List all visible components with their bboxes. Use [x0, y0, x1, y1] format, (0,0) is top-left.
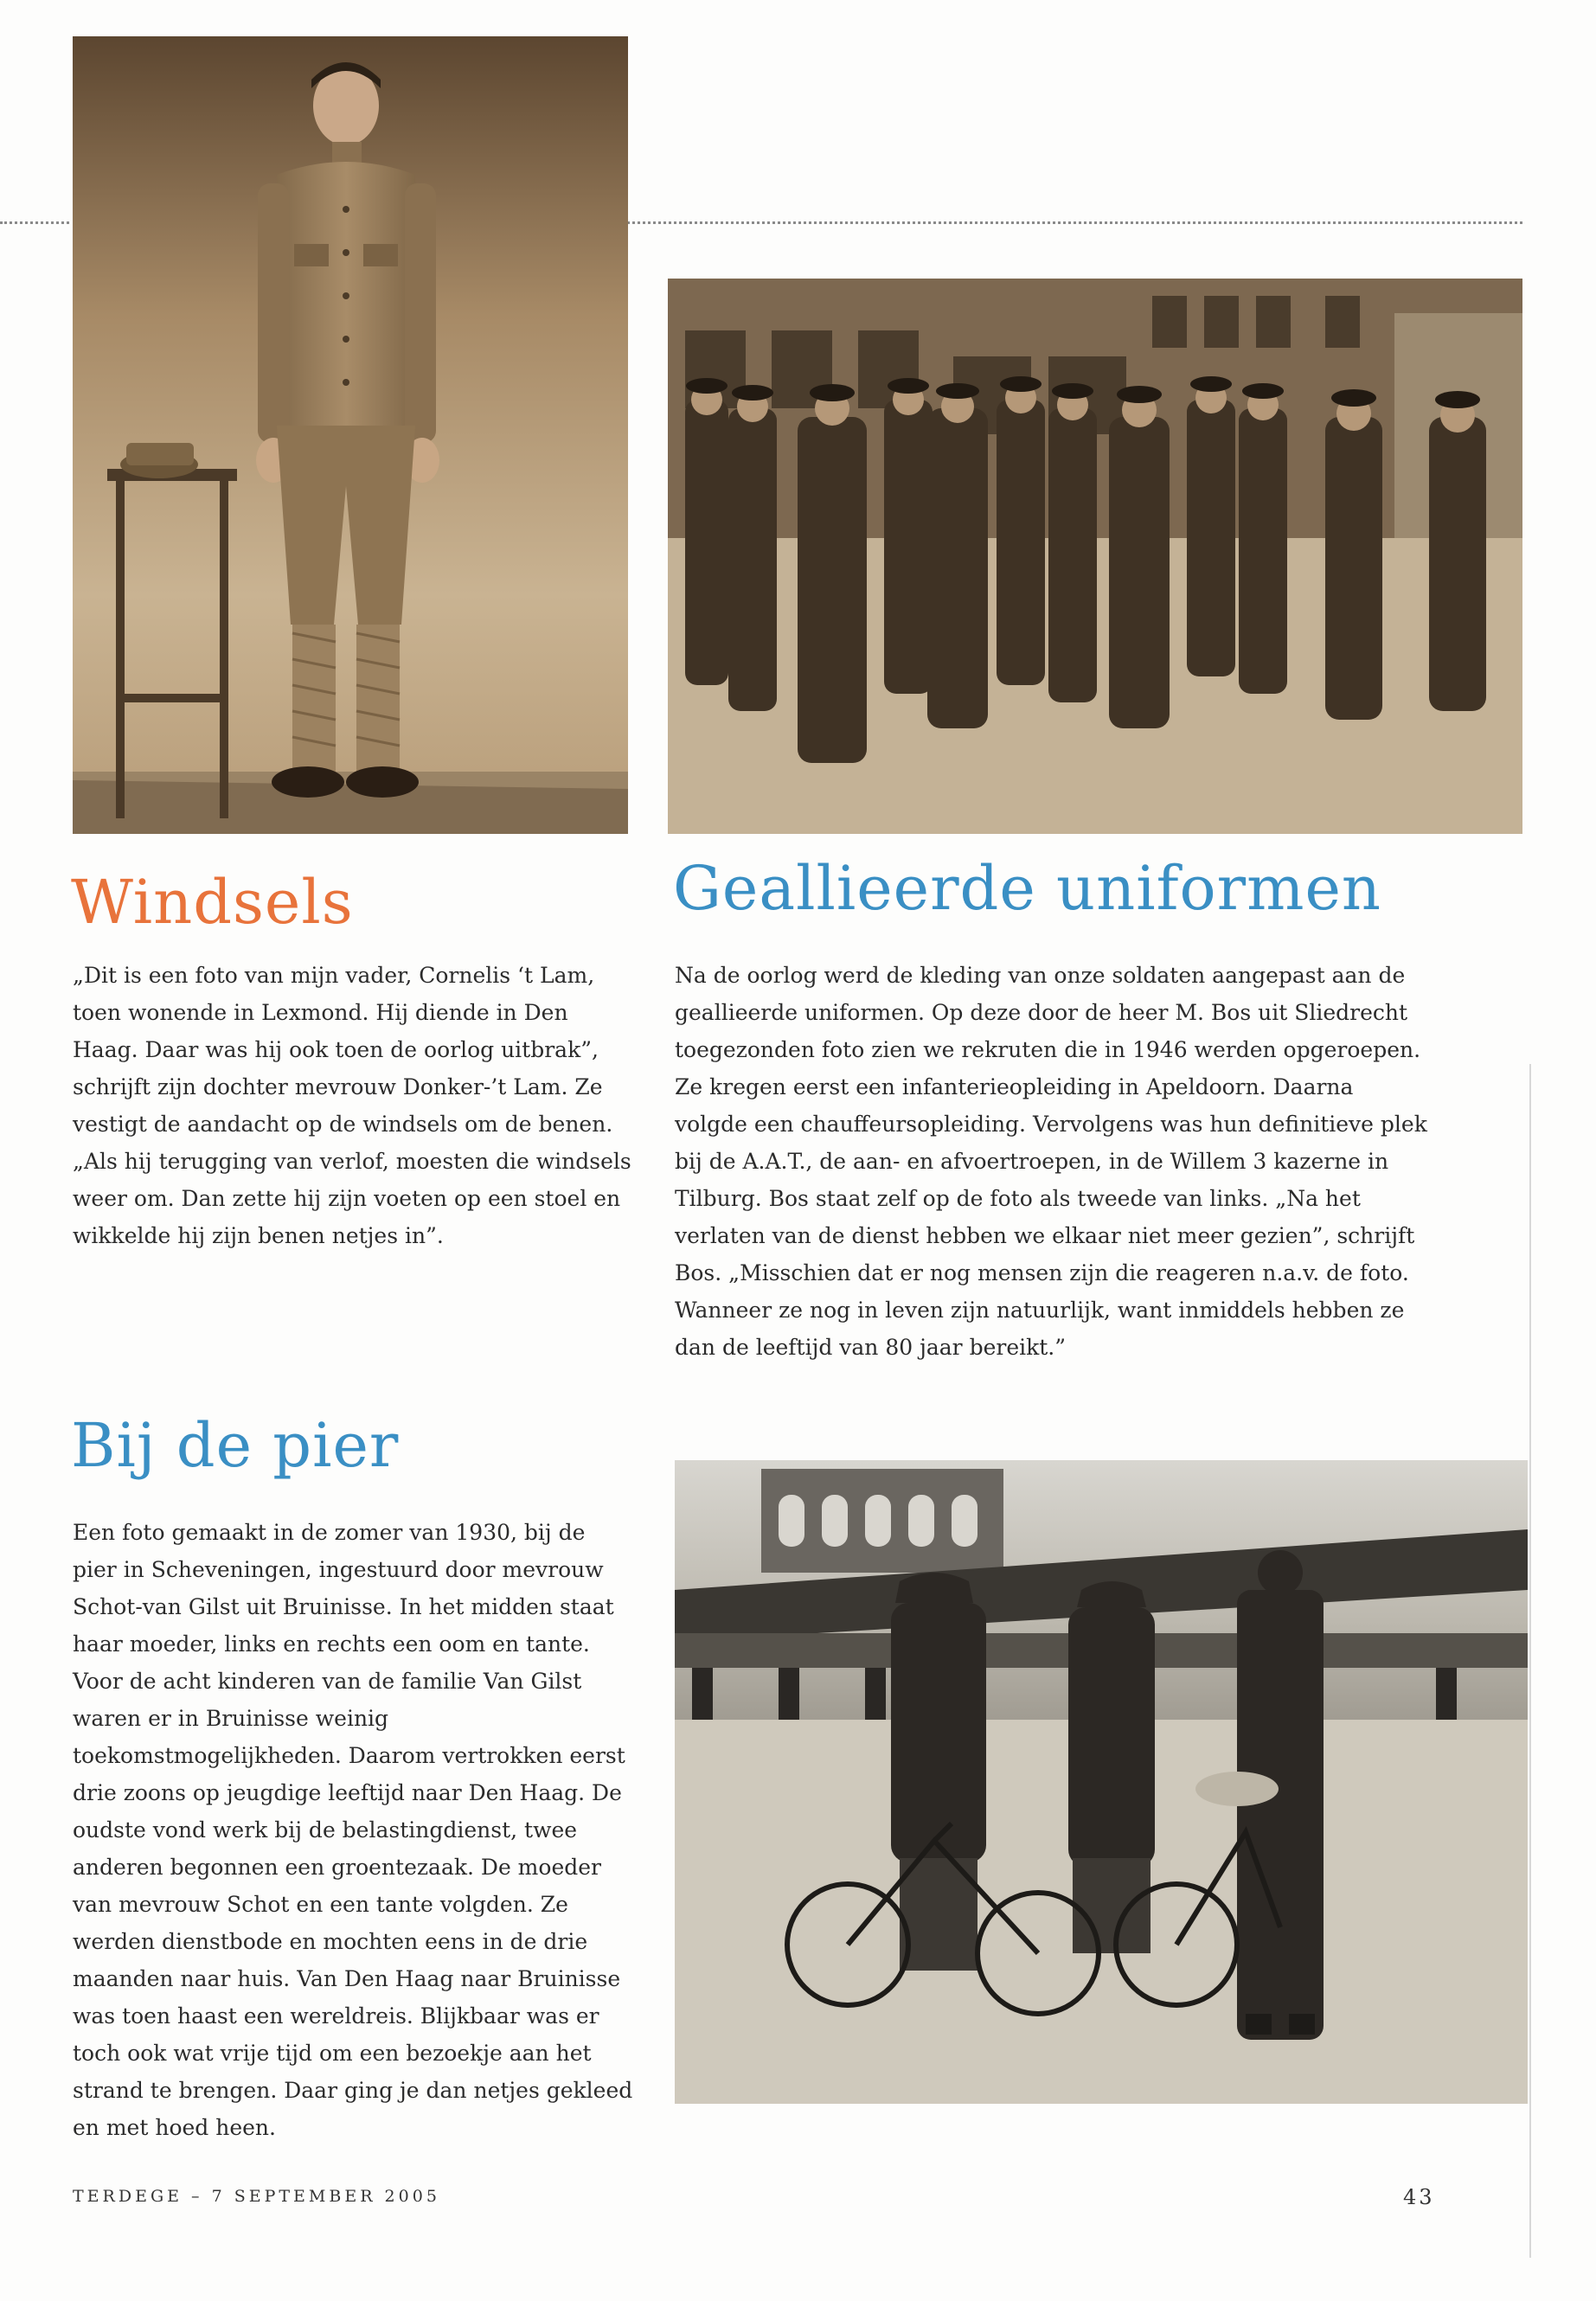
pier-beach-photo [675, 1460, 1528, 2104]
dotted-rule-right [627, 221, 1522, 224]
soldiers-group-photo [668, 279, 1522, 834]
windsels-text: „Dit is een foto van mijn vader, Cornelis ‘t Lam, toen wonende in Lexmond. Hij diende in Den Haag. Daar was hij ook toen de oorlog uitbrak”, schrijft zijn dochter mevrouw Donker-’t Lam. Ze vestigt de aandacht op de windsels om de benen. „Als hij terugging van verlof, moesten die windsels weer om. Dan zette hij zijn voeten op een stoel en wikkelde hij zijn benen netjes in”. [73, 963, 631, 1248]
column-divider [1529, 1064, 1531, 2258]
portrait-soldier-photo [73, 36, 628, 834]
windsels-title: Windsels [71, 867, 354, 938]
pier-text: Een foto gemaakt in de zomer van 1930, bij de pier in Scheveningen, ingestuurd door mevrouw Schot-van Gilst uit Bruinisse. In het midden staat haar moeder, links en rechts een oom en tante. Voor de acht kinderen van de familie Van Gilst waren er in Bruinisse weinig toekomstmogelijkheden. Daarom vertrokken eerst drie zoons op jeugdige leeftijd naar Den Haag. De oudste vond werk bij de belastingdienst, twee anderen begonnen een groentezaak. De moeder van mevrouw Schot en een tante volgden. Ze werden dienstbode en mochten eens in de drie maanden naar huis. Van Den Haag naar Bruinisse was toen haast een wereldreis. Blijkbaar was er toch ook wat vrije tijd om een bezoekje aan het strand te brengen. Daar ging je dan netjes gekleed en met hoed heen. [73, 1520, 633, 2140]
pier-title: Bij de pier [71, 1410, 400, 1481]
page-number: 43 [1403, 2185, 1435, 2209]
dotted-rule-left [0, 221, 69, 224]
uniformen-title: Geallieerde uniformen [673, 853, 1381, 924]
footer-publication: TERDEGE – 7 SEPTEMBER 2005 [73, 2187, 440, 2206]
uniformen-text: Na de oorlog werd de kleding van onze soldaten aangepast aan de geallieerde uniformen. Op deze door de heer M. Bos uit Sliedrecht toegezonden foto zien we rekruten die in 1946 werden opgeroepen. Ze kregen eerst een infanterieopleiding in Apeldoorn. Daarna volgde een chauffeursopleiding. Vervolgens was hun definitieve plek bij de A.A.T., de aan- en afvoertroepen, in de Willem 3 kazerne in Tilburg. Bos staat zelf op de foto als tweede van links. „Na het verlaten van de dienst hebben we elkaar niet meer gezien”, schrijft Bos. „Misschien dat er nog mensen zijn die reageren n.a.v. de foto. Wanneer ze nog in leven zijn natuurlijk, want inmiddels hebben ze dan de leeftijd van 80 jaar bereikt.” [675, 963, 1427, 1360]
